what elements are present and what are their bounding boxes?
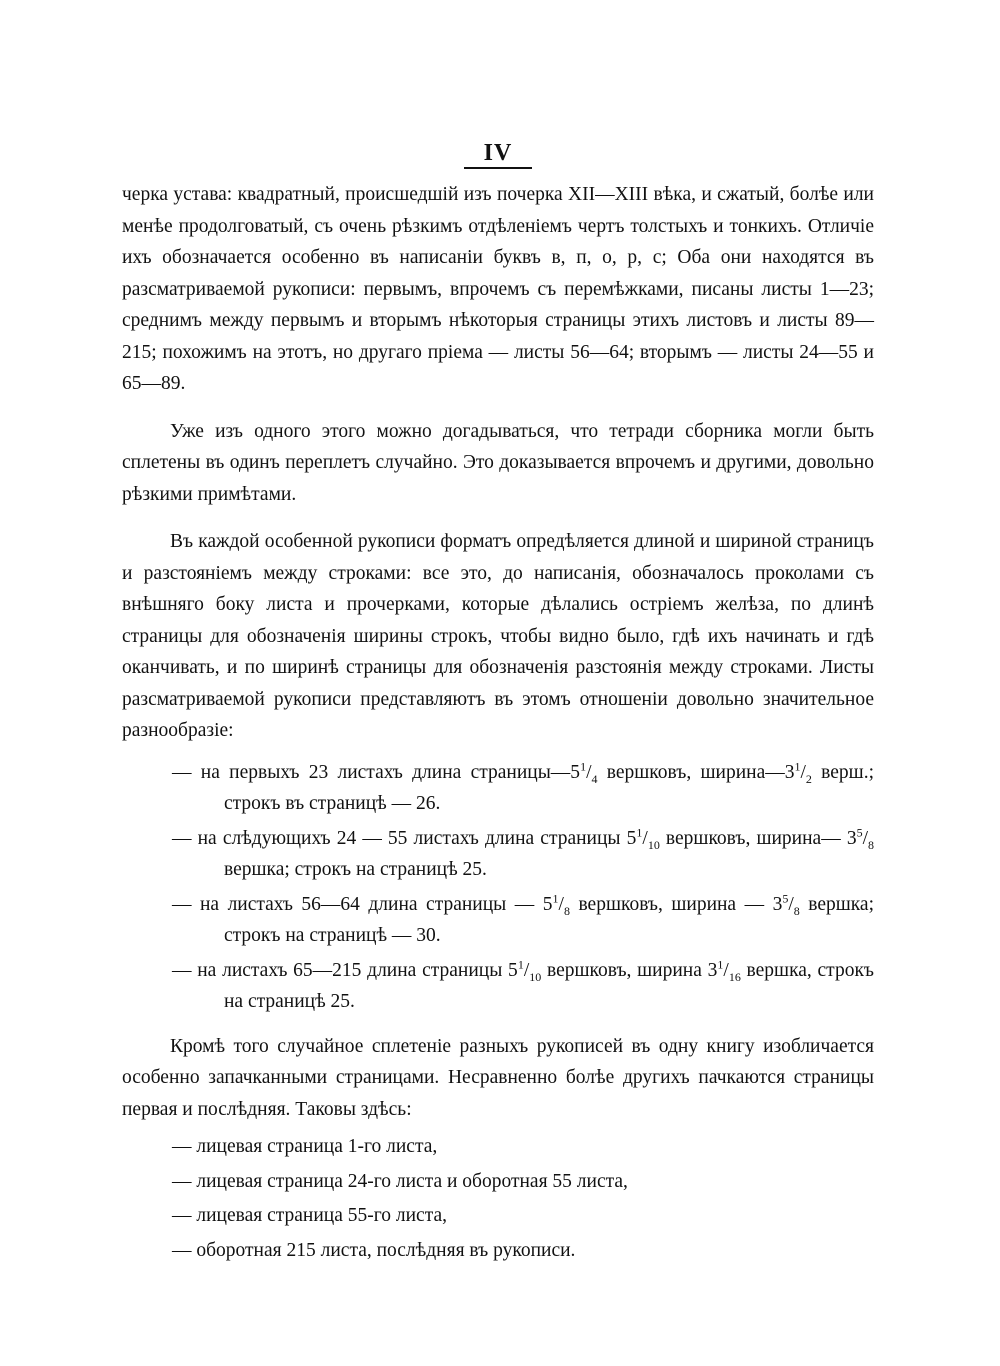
page-item-3: — лицевая страница 55-го листа, [172, 1205, 447, 1226]
format-item-1: — на первыхъ 23 листахъ длина $страницы—5^1/_4$ вершковъ, $ширина—3^1/_2$ верш.; строкъ въ страницѣ — 26. [172, 759, 874, 814]
page-item-1: — лицевая страница 1-го листа, [172, 1136, 438, 1157]
page-item-4: — оборотная 215 листа, послѣдняя въ рукописи. [172, 1239, 576, 1261]
paragraph-1: черка устава: квадратный, происшедшій изъ почерка XII—XIII вѣка, и сжатый, болѣе или менѣе продолговатый, съ очень рѣзкимъ отдѣленіемъ чертъ толстыхъ и тонкихъ. Отличіе ихъ обозначается особенно въ написаніи буквъ в, п, о, р, с; Оба они находятся въ разсматриваемой рукописи: первымъ, впрочемъ съ перемѣжками, писаны листы 1—23; среднимъ между первымъ и вторымъ нѣкоторыя страницы этихъ листовъ и листы 89—215; похожимъ на этотъ, но другаго пріема — листы 56—64; вторымъ — листы 24—55 и 65—89. [122, 184, 874, 394]
page-number: IV [464, 140, 533, 169]
page-item-2: — лицевая страница 24-го листа и оборотная 55 листа, [172, 1170, 628, 1192]
paragraph-4: Кромѣ того случайное сплетеніе разныхъ рукописей въ одну книгу изобличается особенно запачканными страницами. Несравненно болѣе другихъ пачкаются страницы первая и послѣдняя. Таковы здѣсь: [122, 1035, 874, 1120]
page-header [122, 140, 874, 169]
document-page [122, 140, 874, 1269]
format-item-2: — на слѣдующихъ 24 — 55 листахъ длина страницы $5^1/_{10}$ вершковъ, ширина— $3^5/_8$ вершка; строкъ на страницѣ 25. [172, 825, 874, 880]
format-item-4: — на листахъ 65—215 длина страницы $5^1/_{10}$ вершковъ, ширина $3^1/_{16}$ вершка, строкъ на страницѣ 25. [172, 957, 875, 1012]
format-item-3: — на листахъ 56—64 длина страницы — $5^1/_8$ вершковъ, ширина — $3^5/_8$ вершка; строкъ на страницѣ — 30. [172, 891, 875, 946]
paragraph-2: Уже изъ одного этого можно догадываться, что тетради сборника могли быть сплетены въ одинъ переплетъ случайно. Это доказывается впрочемъ и другими, довольно рѣзкими примѣтами. [122, 420, 874, 505]
paragraph-3: Въ каждой особенной рукописи форматъ опредѣляется длиной и шириной страницъ и разстояніемъ между строками: все это, до написанія, обозначалось проколами съ внѣшняго боку листа и прочерками, которые дѣлались остріемъ желѣза, по длинѣ страницы для обозначенія ширины строкъ, чтобы видно было, гдѣ ихъ начинать и гдѣ оканчивать, и по ширинѣ страницы для обозначенія разстоянія между строками. Листы разсматриваемой рукописи представляютъ въ этомъ отношеніи довольно значительное разнообразіе: [122, 531, 874, 741]
